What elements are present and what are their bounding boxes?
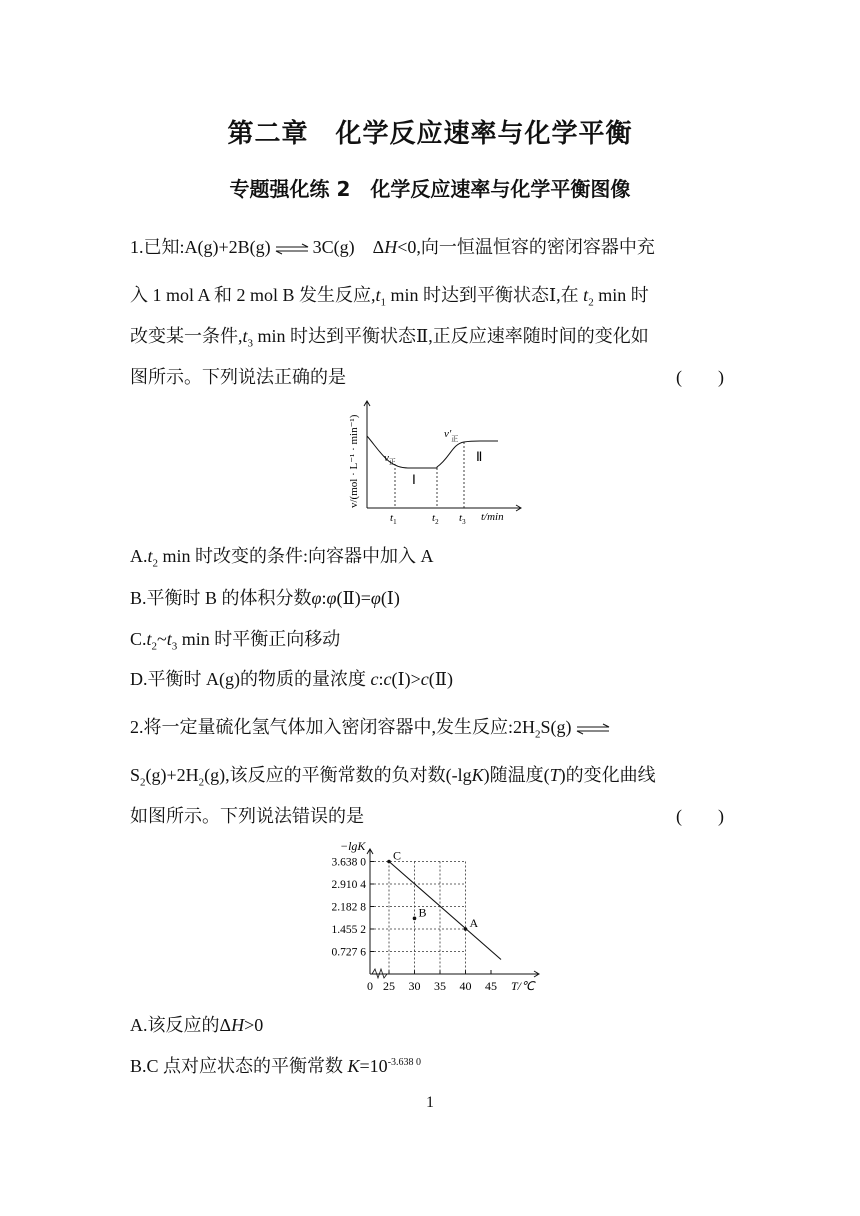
equilibrium-arrow-icon <box>576 723 610 735</box>
t1-tick-label: $t_1$ <box>390 512 397 526</box>
time-axis-label: t/min <box>481 511 504 523</box>
lgk-plot-area <box>332 849 502 994</box>
page-number: 1 <box>426 1094 434 1111</box>
x-tick-label: 40 <box>459 979 472 993</box>
section-title: 专题强化练 2 化学反应速率与化学平衡图像 <box>229 177 631 201</box>
x-tick-label: 45 <box>485 979 497 993</box>
q2-line-3: 如图所示。下列说法错误的是 <box>130 806 364 826</box>
x-tick-label: 0 <box>367 979 373 993</box>
point-a <box>464 927 468 931</box>
t3-tick-label: $t_3$ <box>459 512 466 526</box>
q2-line-2: $S_2(g)+2H_2(g)$,该反应的平衡常数的负对数(-lgK)随温度(T)的变化曲线 <box>130 765 656 789</box>
q1-line-3: 改变某一条件$,t_3$ min 时达到平衡状态Ⅱ,正反应速率随时间的变化如 <box>130 326 649 350</box>
q2-answer-bracket: ( ) <box>676 806 724 826</box>
rate-time-graph <box>340 396 530 528</box>
lgk-line <box>389 862 501 960</box>
q1-line-1: 1.已知:A(g)+2B(g) 3C(g) ΔH<0,向一恒温恒容的密闭容器中充 <box>130 237 655 257</box>
rate-graph-dashes <box>395 442 464 508</box>
lgk-ylabel: −lgK <box>340 839 366 853</box>
point-b <box>413 917 417 921</box>
point-label-b: B <box>418 905 427 920</box>
equilibrium-arrow-icon <box>275 243 309 255</box>
point-label-c: C <box>393 848 402 863</box>
q2-option-a: A.该反应的ΔH>0 <box>130 1015 264 1035</box>
region-2-label: Ⅱ <box>476 449 483 464</box>
q1-option-c: $C.t_2\sim t_3$ min 时平衡正向移动 <box>130 629 341 653</box>
q2-option-b: B.C 点对应状态的平衡常数 $K=10^{-3.638 0}$ <box>130 1056 422 1076</box>
x-tick-label: 30 <box>408 979 421 993</box>
x-tick-label: 25 <box>383 979 395 993</box>
q1-option-b: B.平衡时 B 的体积分数φ:φ(Ⅱ)=φ(Ⅰ) <box>130 588 400 608</box>
lgk-axes <box>367 849 539 978</box>
q2-line-1: 2.将一定量硫化氢气体加入密闭容器中,发生反应$:2H_2S(g)$ <box>130 713 614 741</box>
rate-graph-ylabel: v/(mol · L⁻¹ · min⁻¹) <box>348 414 360 508</box>
q1-option-a: $A.t_2$ min 时改变的条件:向容器中加入 A <box>130 546 434 570</box>
q1-line-4: 图所示。下列说法正确的是 <box>130 367 346 387</box>
y-tick-label: 3.638 0 <box>331 856 366 869</box>
x-tick-label: 35 <box>434 979 446 993</box>
t2-tick-label: $t_2$ <box>432 512 439 526</box>
v-forward-label: $v_正$ <box>384 452 396 466</box>
q1-answer-bracket: ( ) <box>676 367 724 387</box>
y-tick-label: 0.727 6 <box>331 946 366 959</box>
lgk-temperature-chart <box>300 836 550 998</box>
chapter-title: 第二章 化学反应速率与化学平衡 <box>227 119 633 149</box>
v-forward-prime-label: $v'_正$ <box>444 428 459 443</box>
y-tick-label: 1.455 2 <box>331 924 366 936</box>
lgk-xlabel: T/℃ <box>511 979 535 993</box>
q1-line-2: 入 1 mol A 和 2 mol B 发生反应$,t_1$ min 时达到平衡状态Ⅰ,在 $t_2$ min 时 <box>130 285 649 309</box>
y-tick-label: 2.182 8 <box>331 901 366 914</box>
point-c <box>387 860 391 864</box>
q1-option-d: D.平衡时 A(g)的物质的量浓度 c:c(Ⅰ)>c(Ⅱ) <box>130 669 453 689</box>
region-1-label: Ⅰ <box>412 472 416 487</box>
y-tick-label: 2.910 4 <box>331 879 366 891</box>
point-label-a: A <box>469 916 479 930</box>
